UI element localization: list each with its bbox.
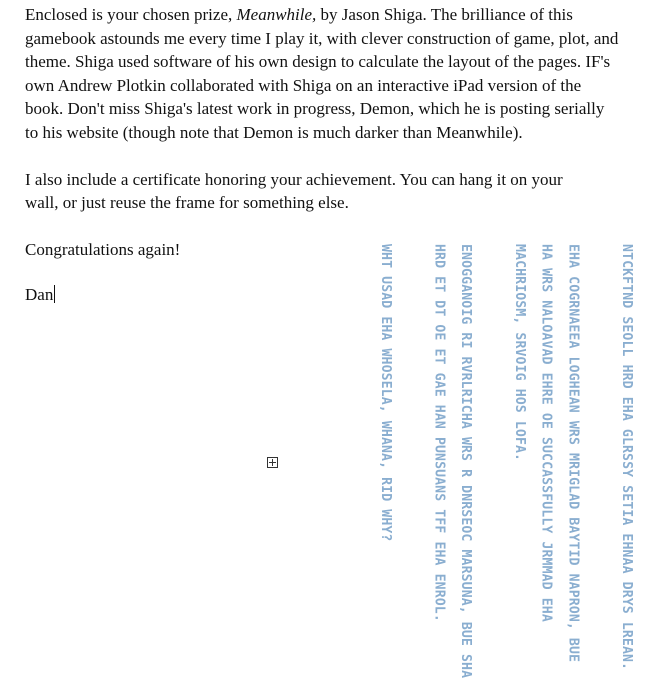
signoff-line: Congratulations again! <box>25 239 181 259</box>
cipher-line: ENOGGANOIG RI RVRLRICHA WRS R DNRSEOC MARSUNA, BUE SHA HRD ET DT OE ET GAE HAN PUNSUANS TFF EHA ENROL. <box>431 244 474 679</box>
intro-text-after-title: by Jason Shiga. The brilliance of this gamebook astounds me every time I play it, with clever construction of game, plot, and theme. Shiga used software of his own design to calculate the layout of the pages. IF's own Andrew Plotkin collaborated with Shiga on an interactive iPad version of the book. Don't miss Shiga's latest work in progress, Demon, which he is posting serially to his website (though note that Demon is much darker than Meanwhile). <box>25 5 619 142</box>
intro-text-before-title: Enclosed is your chosen prize, <box>25 5 237 24</box>
certificate-paragraph: I also include a certificate honoring your achievement. You can hang it on your wall, or just reuse the frame for something else. <box>25 169 563 213</box>
cipher-text-block <box>371 244 639 684</box>
cipher-line: WHT USAD EHA WHOSELA, WHANA, RID WHY? <box>377 244 393 542</box>
plus-square-icon[interactable] <box>267 457 278 468</box>
intro-paragraph <box>25 3 620 145</box>
text-cursor <box>54 285 55 303</box>
cipher-line: NTCKFTND SEOLL HRD EHA GLRSSY SETIA EHNAA DRYS LREAN. <box>619 244 634 671</box>
cipher-line: EHA COGRNAEEA LOGHEAN WRS MRIGLAD BAYTID NAPRON, BUE HA WRS NALOAVAD EHRE OE SUCCASSFULLY JRMMAD EHA MACHRIOSM, SRVOIG HOS LOFA. <box>511 244 581 663</box>
book-title: Meanwhile, <box>236 5 317 24</box>
signature: Dan <box>25 285 54 305</box>
